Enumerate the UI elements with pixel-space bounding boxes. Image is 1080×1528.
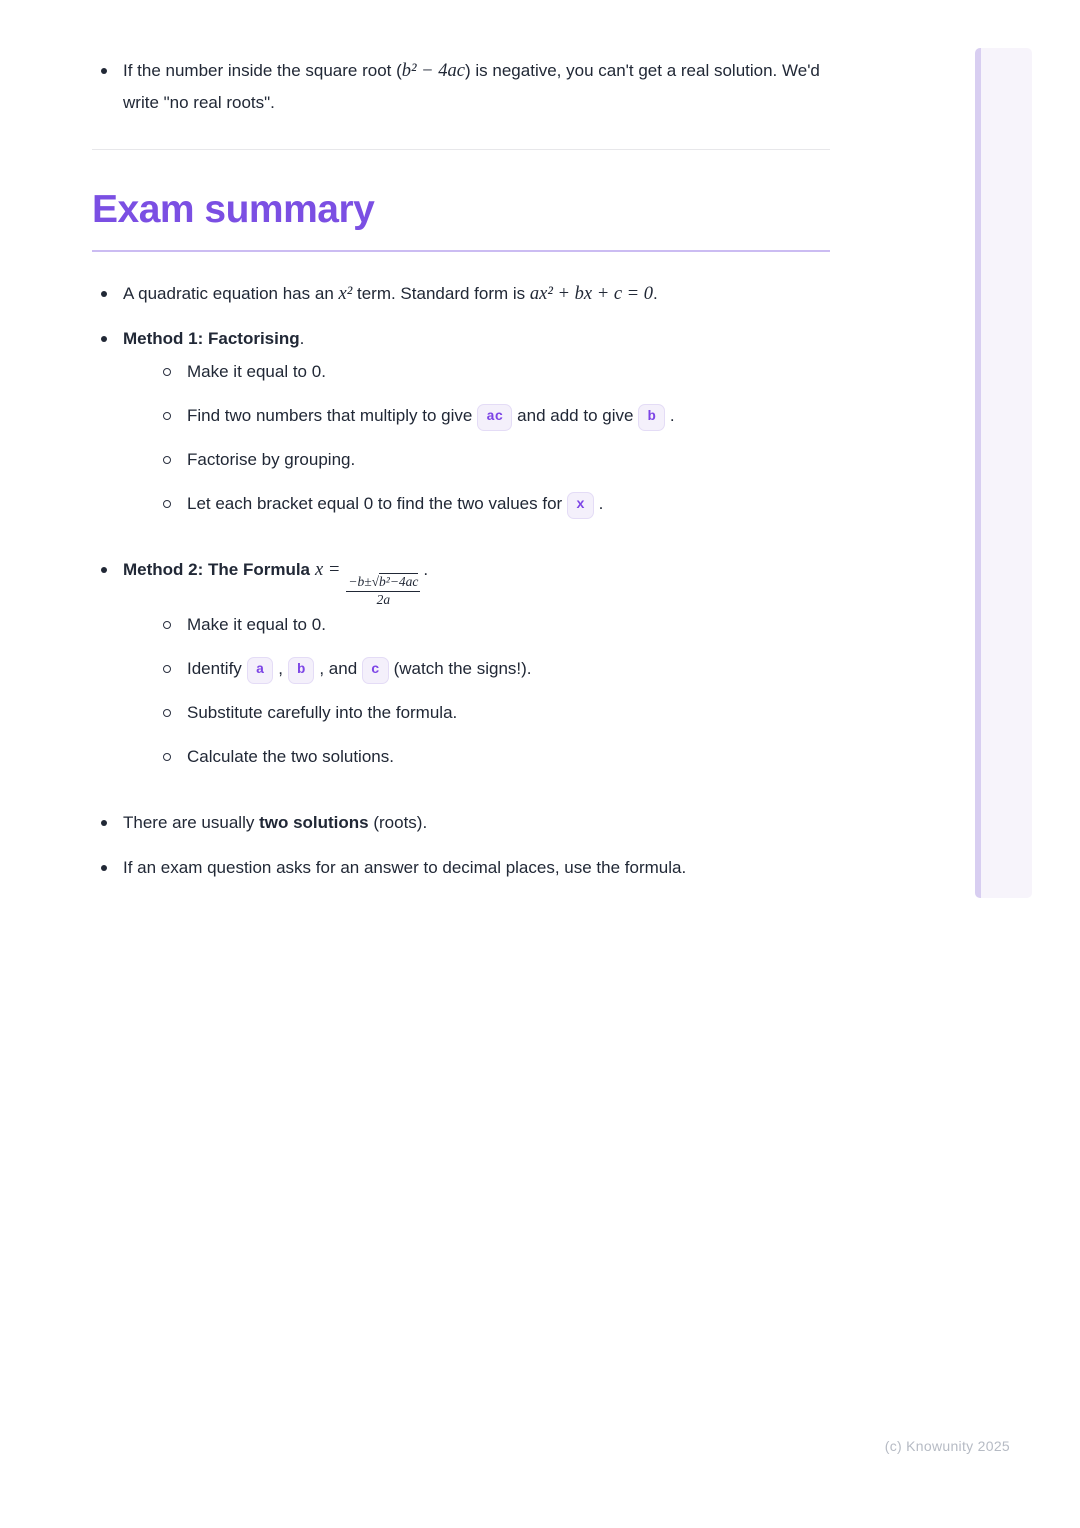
copyright-footer: (c) Knowunity 2025 (884, 1438, 1010, 1454)
math-segment: x² (338, 284, 353, 304)
intro-list (92, 55, 830, 119)
sub-bracket-values (154, 488, 830, 520)
formula-num-prefix: −b±√ (348, 574, 380, 589)
bullet-two-solutions (92, 807, 830, 839)
bullet-no-real-roots (92, 55, 830, 119)
text-segment: , (278, 659, 283, 678)
sub-make-equal-zero-2 (154, 609, 830, 641)
bullet-icon (101, 820, 107, 826)
text-segment: ) is negative, you can't get a real solution. We'd write "no real roots". (123, 61, 820, 112)
inline-code-badge: x (567, 492, 593, 519)
bold-segment: two solutions (259, 813, 369, 832)
quadratic-formula-fraction (346, 574, 420, 608)
text-segment: If the number inside the square root ( (123, 61, 402, 80)
bullet-icon (101, 68, 107, 74)
text-segment: term. Standard form is (352, 284, 530, 303)
text-segment: . (653, 284, 658, 303)
text-segment: (watch the signs!). (393, 659, 532, 678)
text-segment: Find two numbers that multiply to give (187, 406, 473, 425)
text-segment: Factorise by grouping. (187, 450, 356, 469)
method2-title: Method 2: The Formula (123, 560, 310, 579)
sub-factorise-grouping (154, 444, 830, 476)
bullet-icon (101, 291, 107, 297)
bullet-icon (101, 865, 107, 871)
text-segment: Let each bracket equal 0 to find the two values for (187, 494, 563, 513)
text-segment: , and (319, 659, 358, 678)
circle-bullet-icon (163, 412, 171, 420)
text-segment: . (669, 406, 675, 425)
inline-code-badge: b (288, 657, 314, 684)
inline-code-badge: b (638, 404, 664, 431)
text-segment: A quadratic equation has an (123, 284, 339, 303)
inline-code-badge: a (247, 657, 273, 684)
text-segment: and add to give (517, 406, 634, 425)
formula-numerator (346, 574, 420, 592)
text-segment: Identify (187, 659, 242, 678)
inline-code-badge: c (362, 657, 388, 684)
circle-bullet-icon (163, 456, 171, 464)
text-segment: . (598, 494, 604, 513)
text-segment: Calculate the two solutions. (187, 747, 394, 766)
circle-bullet-icon (163, 665, 171, 673)
sub-make-equal-zero (154, 356, 830, 388)
math-segment: ax² + bx + c = 0 (529, 284, 654, 304)
text-segment: . (423, 560, 429, 579)
formula-lhs: x = (315, 560, 341, 580)
bullet-method2 (92, 554, 830, 794)
circle-bullet-icon (163, 500, 171, 508)
page-title: Exam summary (92, 186, 830, 252)
bullet-exam-tip (92, 852, 830, 884)
bullet-icon (101, 336, 107, 342)
formula-denominator: 2a (376, 592, 391, 607)
text-segment: If an exam question asks for an answer to decimal places, use the formula. (123, 858, 687, 877)
text-segment: (roots). (368, 813, 428, 832)
sub-identify-abc (154, 653, 830, 685)
text-segment: Substitute carefully into the formula. (187, 703, 458, 722)
method1-steps (123, 356, 830, 541)
circle-bullet-icon (163, 621, 171, 629)
bullet-method1 (92, 323, 830, 541)
inline-code-badge: ac (477, 404, 512, 431)
text-segment: Make it equal to 0. (187, 615, 326, 634)
text-segment: . (299, 329, 305, 348)
section-divider (92, 149, 830, 150)
math-segment: b² − 4ac (401, 61, 466, 81)
text-segment: Make it equal to 0. (187, 362, 326, 381)
circle-bullet-icon (163, 709, 171, 717)
summary-list (92, 278, 830, 884)
content-area (92, 55, 830, 897)
method2-steps (123, 609, 830, 794)
circle-bullet-icon (163, 368, 171, 376)
text-segment: There are usually (123, 813, 260, 832)
formula-radicand: b²−4ac (379, 574, 419, 589)
bullet-icon (101, 567, 107, 573)
side-panel (975, 48, 1032, 898)
sub-calculate (154, 741, 830, 773)
sub-find-two-numbers (154, 400, 830, 432)
sub-substitute (154, 697, 830, 729)
method1-title: Method 1: Factorising (123, 329, 300, 348)
bullet-standard-form (92, 278, 830, 310)
circle-bullet-icon (163, 753, 171, 761)
